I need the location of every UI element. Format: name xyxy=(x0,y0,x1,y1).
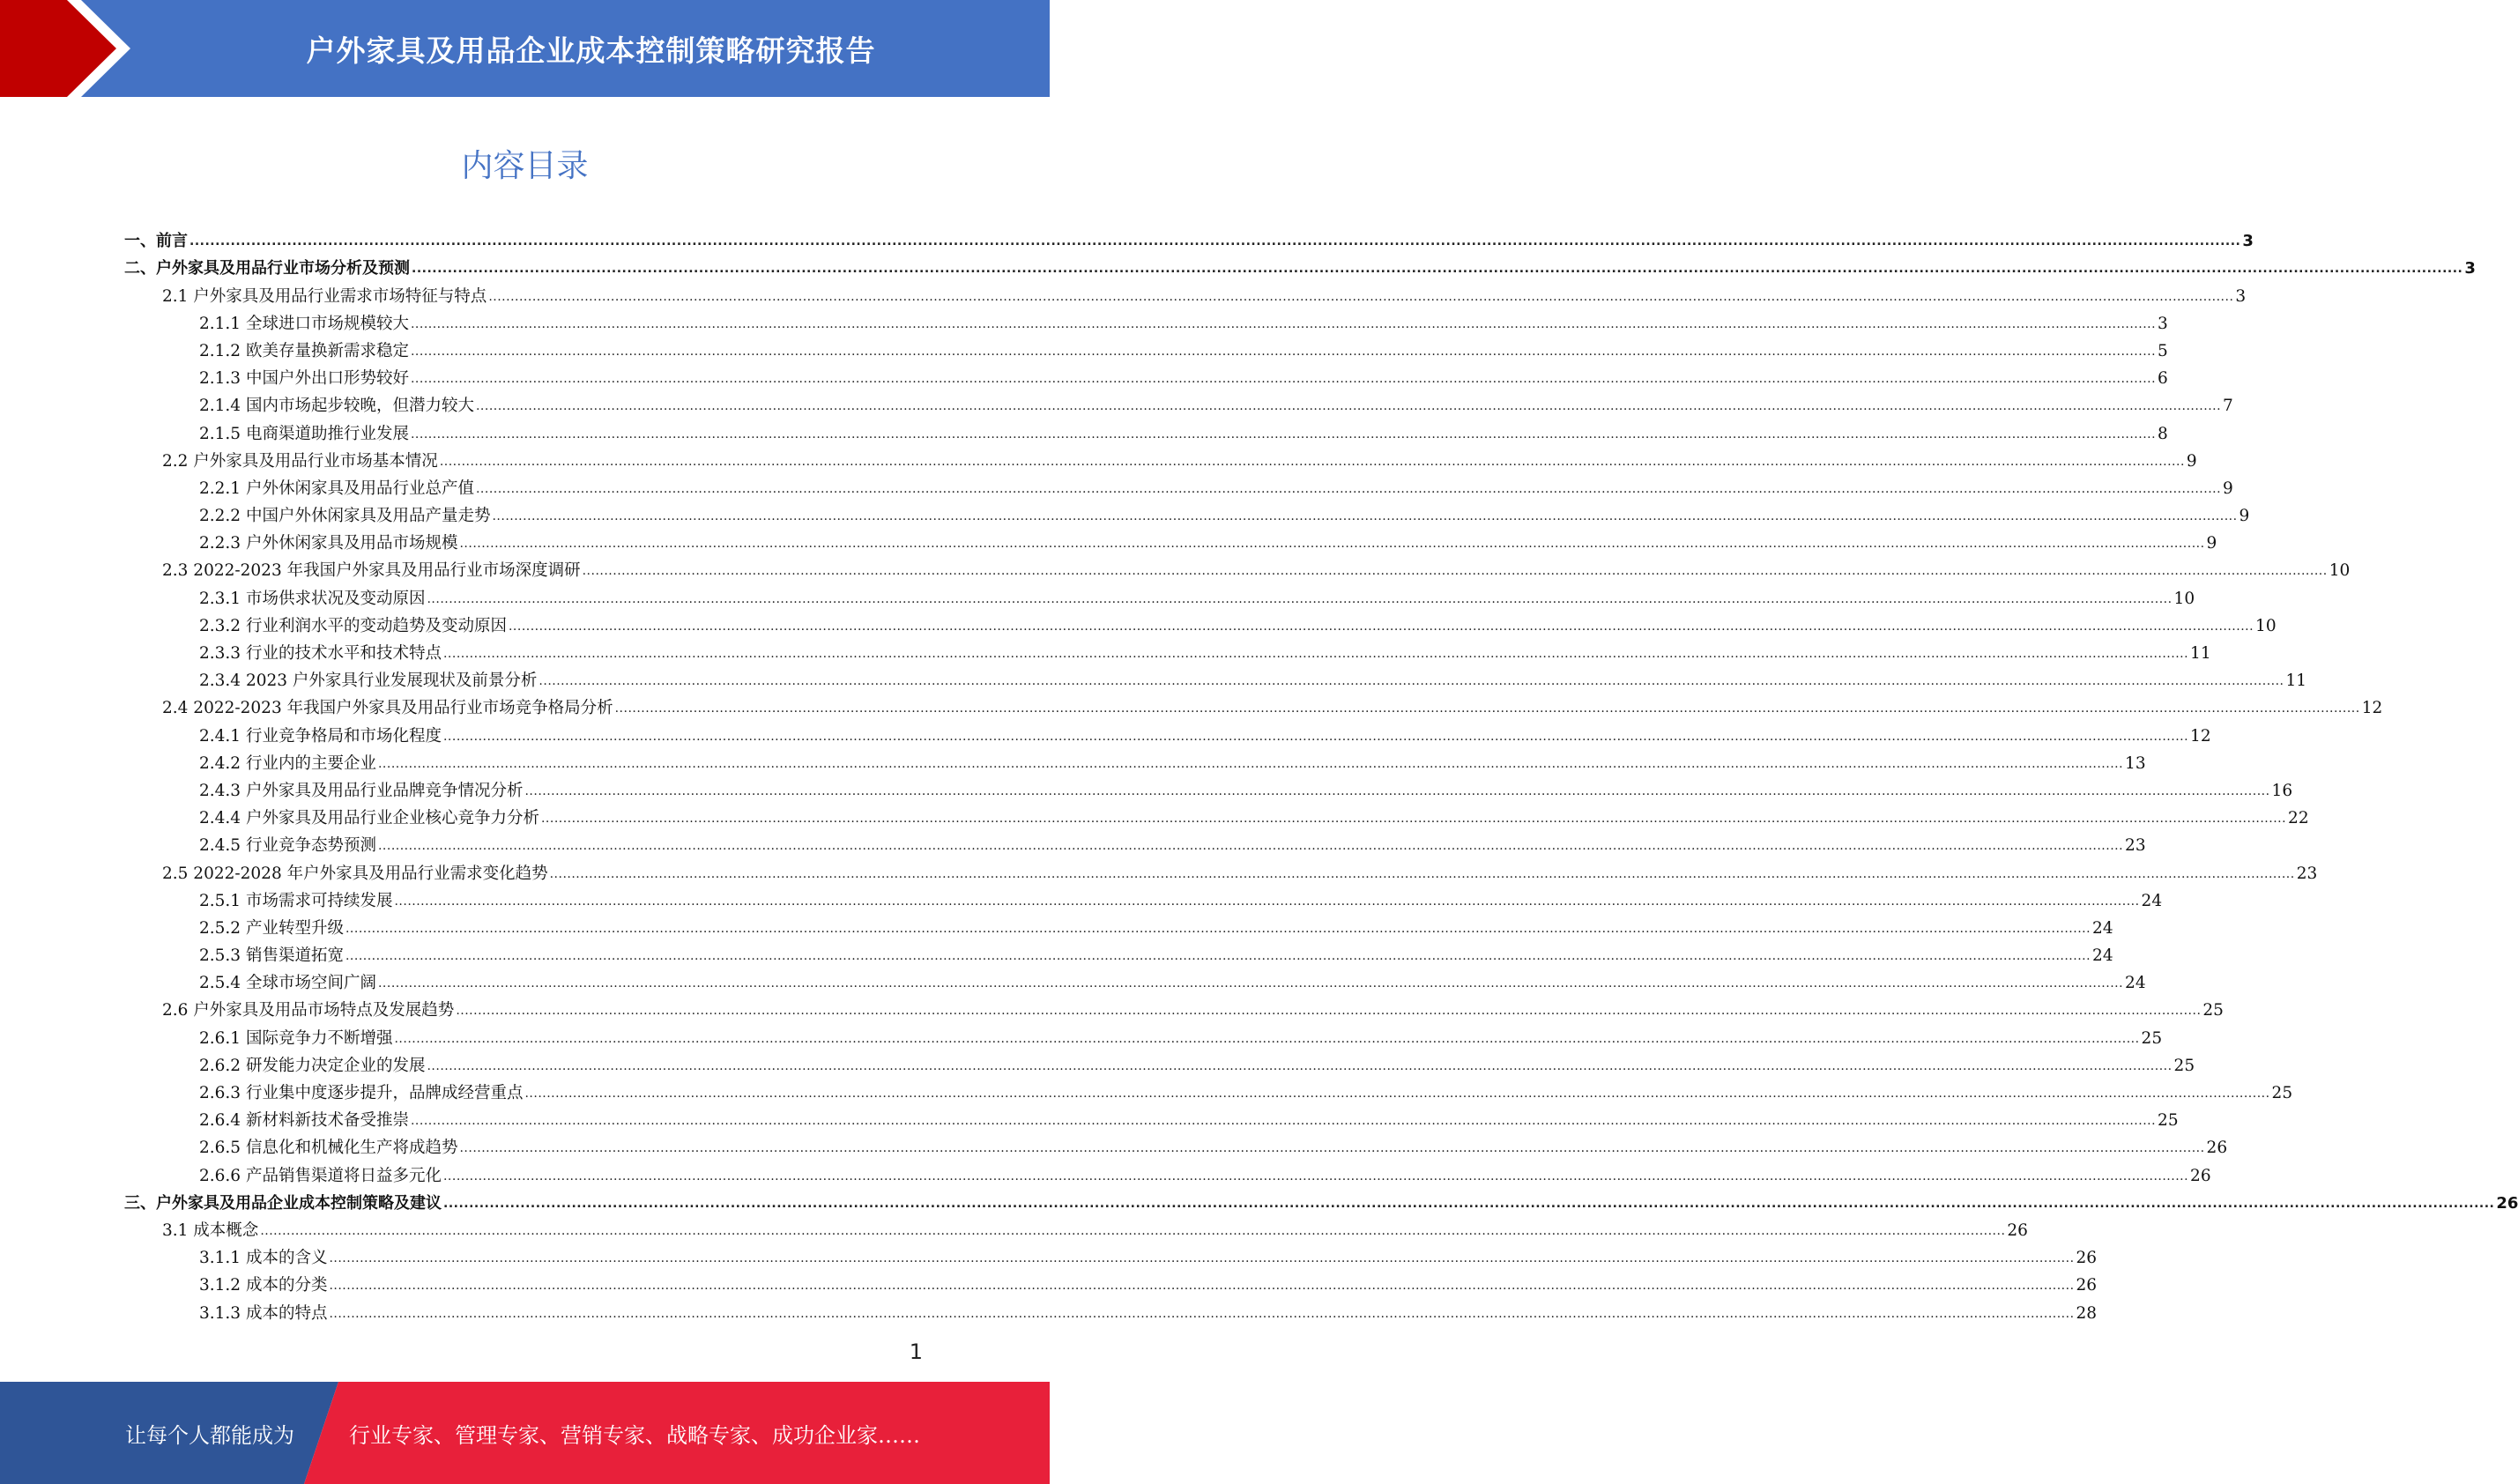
toc-entry-label: 2.1.1 全球进口市场规模较大 xyxy=(199,314,409,333)
toc-leader-dots: ................................................................................................................................................................................................................................................................................................................................................................................................................ xyxy=(582,564,2328,579)
toc-entry[interactable] xyxy=(124,1186,2518,1213)
toc-entry-page: 10 xyxy=(2329,561,2351,581)
toc-entry[interactable] xyxy=(124,1268,2098,1295)
toc-entry[interactable] xyxy=(124,224,2254,251)
toc-entry[interactable] xyxy=(124,1131,2228,1158)
toc-leader-dots: ................................................................................................................................................................................................................................................................................................................................................................................................................ xyxy=(377,756,2124,771)
toc-entry[interactable] xyxy=(124,1295,2098,1323)
toc-entry-page: 26 xyxy=(2190,1166,2211,1185)
toc-entry[interactable] xyxy=(124,664,2307,691)
toc-entry-page: 25 xyxy=(2173,1056,2195,1075)
toc-entry[interactable] xyxy=(124,581,2195,608)
toc-entry-page: 24 xyxy=(2092,918,2113,938)
toc-entry-label: 2.6.3 行业集中度逐步提升，品牌成经营重点 xyxy=(199,1084,524,1102)
toc-leader-dots: ................................................................................................................................................................................................................................................................................................................................................................................................................ xyxy=(394,1031,2140,1046)
toc-entry[interactable] xyxy=(124,251,2476,278)
toc-entry-page: 3 xyxy=(2158,314,2168,333)
toc-leader-dots: ................................................................................................................................................................................................................................................................................................................................................................................................................ xyxy=(377,976,2124,991)
toc-leader-dots: ................................................................................................................................................................................................................................................................................................................................................................................................................ xyxy=(475,481,2222,496)
toc-entry[interactable] xyxy=(124,1158,2211,1185)
toc-entry-label: 一、前言 xyxy=(124,232,188,251)
toc-entry-label: 2.2.1 户外休闲家具及用品行业总产值 xyxy=(199,479,474,498)
toc-entry-label: 2.6.6 产品销售渠道将日益多元化 xyxy=(199,1166,442,1185)
toc-leader-dots: ................................................................................................................................................................................................................................................................................................................................................................................................................ xyxy=(410,1114,2157,1129)
toc-leader-dots: ................................................................................................................................................................................................................................................................................................................................................................................................................ xyxy=(410,316,2157,331)
toc-leader-dots: ................................................................................................................................................................................................................................................................................................................................................................................................................ xyxy=(329,1306,2075,1321)
toc-entry[interactable] xyxy=(124,636,2211,664)
toc-entry-page: 16 xyxy=(2271,781,2293,800)
toc-entry-label: 2.3.3 行业的技术水平和技术特点 xyxy=(199,644,442,663)
toc-entry[interactable] xyxy=(124,746,2146,774)
toc-entry[interactable] xyxy=(124,939,2113,966)
toc-entry-label: 3.1.1 成本的含义 xyxy=(199,1249,328,1268)
toc-leader-dots: ................................................................................................................................................................................................................................................................................................................................................................................................................ xyxy=(410,372,2157,387)
toc-entry-label: 2.5 2022-2028 年户外家具及用品行业需求变化趋势 xyxy=(162,864,548,883)
toc-entry-label: 2.1.5 电商渠道助推行业发展 xyxy=(199,424,409,443)
toc-entry[interactable] xyxy=(124,278,2247,306)
toc-entry[interactable] xyxy=(124,499,2250,526)
toc-leader-dots: ................................................................................................................................................................................................................................................................................................................................................................................................................ xyxy=(345,921,2091,936)
toc-entry-label: 2.4.4 户外家具及用品行业企业核心竞争力分析 xyxy=(199,809,539,828)
toc-entry-label: 2.2.3 户外休闲家具及用品市场规模 xyxy=(199,534,458,553)
toc-entry[interactable] xyxy=(124,801,2309,828)
toc-leader-dots: ................................................................................................................................................................................................................................................................................................................................................................................................................ xyxy=(345,949,2091,964)
table-of-contents xyxy=(124,224,2518,1324)
toc-entry-page: 8 xyxy=(2158,424,2168,443)
toc-entry[interactable] xyxy=(124,718,2211,746)
footer-banner xyxy=(0,1382,1050,1484)
toc-leader-dots: ................................................................................................................................................................................................................................................................................................................................................................................................................ xyxy=(540,812,2287,827)
page-number: 1 xyxy=(909,1339,923,1364)
toc-entry[interactable] xyxy=(124,1076,2293,1103)
toc-entry-label: 2.3.2 行业利润水平的变动趋势及变动原因 xyxy=(199,616,507,635)
toc-leader-dots: ................................................................................................................................................................................................................................................................................................................................................................................................................ xyxy=(394,894,2140,909)
toc-entry-page: 23 xyxy=(2125,836,2146,856)
toc-entry-label: 2.1.4 国内市场起步较晚，但潜力较大 xyxy=(199,397,474,416)
toc-entry-label: 2.1 户外家具及用品行业需求市场特征与特点 xyxy=(162,286,487,306)
toc-entry-page: 6 xyxy=(2158,369,2168,389)
toc-entry-page: 12 xyxy=(2361,699,2383,718)
toc-entry-page: 24 xyxy=(2092,946,2113,966)
toc-leader-dots: ................................................................................................................................................................................................................................................................................................................................................................................................................ xyxy=(524,783,2270,798)
toc-entry[interactable] xyxy=(124,966,2146,993)
toc-entry-label: 2.3 2022-2023 年我国户外家具及用品行业市场深度调研 xyxy=(162,561,581,581)
toc-entry-page: 9 xyxy=(2186,451,2197,471)
toc-entry-label: 2.3.4 2023 户外家具行业发展现状及前景分析 xyxy=(199,672,538,691)
toc-entry-label: 2.4.5 行业竞争态势预测 xyxy=(199,836,376,856)
toc-entry-page: 24 xyxy=(2141,891,2163,910)
toc-leader-dots: ................................................................................................................................................................................................................................................................................................................................................................................................................ xyxy=(442,647,2189,661)
toc-entry-label: 2.4.2 行业内的主要企业 xyxy=(199,753,376,773)
toc-entry-page: 10 xyxy=(2255,616,2277,635)
toc-entry-page: 25 xyxy=(2271,1084,2293,1102)
toc-entry-label: 2.5.4 全球市场空间广阔 xyxy=(199,974,376,993)
toc-leader-dots: ................................................................................................................................................................................................................................................................................................................................................................................................................ xyxy=(377,839,2124,854)
toc-entry-page: 3 xyxy=(2235,286,2247,306)
toc-entry[interactable] xyxy=(124,911,2113,939)
toc-entry-page: 7 xyxy=(2223,397,2233,416)
toc-entry-label: 二、户外家具及用品行业市场分析及预测 xyxy=(124,259,410,278)
toc-leader-dots: ................................................................................................................................................................................................................................................................................................................................................................................................................ xyxy=(549,866,2295,881)
toc-entry[interactable] xyxy=(124,553,2351,581)
toc-leader-dots: ................................................................................................................................................................................................................................................................................................................................................................................................................ xyxy=(439,454,2185,469)
toc-entry-label: 3.1.3 成本的特点 xyxy=(199,1303,328,1323)
toc-entry[interactable] xyxy=(124,471,2233,499)
toc-entry[interactable] xyxy=(124,1241,2098,1268)
toc-entry-page: 9 xyxy=(2239,507,2250,526)
toc-leader-dots: ................................................................................................................................................................................................................................................................................................................................................................................................................ xyxy=(329,1279,2075,1294)
toc-entry-page: 3 xyxy=(2242,232,2254,251)
toc-leader-dots: ................................................................................................................................................................................................................................................................................................................................................................................................................ xyxy=(456,1004,2202,1019)
toc-entry-label: 2.6.4 新材料新技术备受推崇 xyxy=(199,1111,409,1131)
toc-leader-dots: ................................................................................................................................................................................................................................................................................................................................................................................................................ xyxy=(524,1087,2270,1101)
toc-entry[interactable] xyxy=(124,609,2277,636)
toc-entry[interactable] xyxy=(124,993,2224,1020)
toc-entry-page: 3 xyxy=(2464,259,2476,278)
toc-entry-label: 2.3.1 市场供求状况及变动原因 xyxy=(199,589,426,608)
toc-entry-page: 11 xyxy=(2190,644,2211,663)
toc-entry-label: 2.5.1 市场需求可持续发展 xyxy=(199,891,393,910)
report-title: 户外家具及用品企业成本控制策略研究报告 xyxy=(306,33,876,68)
toc-entry[interactable] xyxy=(124,1049,2195,1076)
toc-leader-dots: ................................................................................................................................................................................................................................................................................................................................................................................................................ xyxy=(475,399,2222,414)
toc-entry-label: 2.6 户外家具及用品市场特点及发展趋势 xyxy=(162,1001,455,1020)
toc-entry[interactable] xyxy=(124,416,2168,443)
toc-leader-dots: ................................................................................................................................................................................................................................................................................................................................................................................................................ xyxy=(488,289,2234,304)
toc-leader-dots: ................................................................................................................................................................................................................................................................................................................................................................................................................ xyxy=(442,729,2189,744)
toc-entry[interactable] xyxy=(124,1020,2163,1048)
toc-leader-dots: ................................................................................................................................................................................................................................................................................................................................................................................................................ xyxy=(508,619,2254,634)
toc-leader-dots: ................................................................................................................................................................................................................................................................................................................................................................................................................ xyxy=(492,509,2238,524)
toc-entry-label: 2.4 2022-2023 年我国户外家具及用品行业市场竞争格局分析 xyxy=(162,699,613,718)
toc-leader-dots: ................................................................................................................................................................................................................................................................................................................................................................................................................ xyxy=(614,701,2360,716)
toc-entry-label: 2.5.2 产业转型升级 xyxy=(199,918,344,938)
toc-entry[interactable] xyxy=(124,884,2163,911)
toc-entry-page: 9 xyxy=(2206,534,2217,553)
toc-entry-page: 26 xyxy=(2007,1221,2028,1240)
toc-entry-label: 3.1.2 成本的分类 xyxy=(199,1276,328,1295)
toc-entry[interactable] xyxy=(124,307,2168,334)
toc-entry-page: 13 xyxy=(2125,753,2146,773)
toc-entry-label: 3.1 成本概念 xyxy=(162,1221,259,1240)
toc-leader-dots: ................................................................................................................................................................................................................................................................................................................................................................................................................ xyxy=(427,591,2173,606)
toc-leader-dots: ................................................................................................................................................................................................................................................................................................................................................................................................................ xyxy=(442,1169,2189,1183)
header-arrow-decoration xyxy=(0,0,141,97)
toc-entry[interactable] xyxy=(124,774,2293,801)
toc-heading: 内容目录 xyxy=(461,148,589,184)
toc-entry-page: 12 xyxy=(2190,726,2211,746)
toc-entry[interactable] xyxy=(124,334,2168,361)
toc-entry-page: 9 xyxy=(2223,479,2233,498)
toc-entry[interactable] xyxy=(124,444,2197,471)
toc-entry-page: 22 xyxy=(2288,809,2309,828)
toc-entry-page: 10 xyxy=(2173,589,2195,608)
toc-entry[interactable] xyxy=(124,856,2318,883)
toc-entry-page: 26 xyxy=(2206,1139,2228,1158)
toc-entry-label: 2.5.3 销售渠道拓宽 xyxy=(199,946,344,966)
toc-leader-dots: ................................................................................................................................................................................................................................................................................................................................................................................................................ xyxy=(539,674,2284,689)
toc-entry-page: 24 xyxy=(2125,974,2146,993)
toc-entry-page: 25 xyxy=(2158,1111,2179,1131)
toc-entry-label: 2.1.2 欧美存量换新需求稳定 xyxy=(199,341,409,360)
toc-entry-label: 2.6.5 信息化和机械化生产将成趋势 xyxy=(199,1139,458,1158)
toc-leader-dots: ................................................................................................................................................................................................................................................................................................................................................................................................................ xyxy=(410,427,2157,441)
toc-entry[interactable] xyxy=(124,1103,2179,1131)
toc-entry-label: 2.6.1 国际竞争力不断增强 xyxy=(199,1028,393,1048)
toc-entry-page: 26 xyxy=(2076,1276,2098,1295)
toc-entry[interactable] xyxy=(124,526,2217,553)
toc-entry-label: 2.6.2 研发能力决定企业的发展 xyxy=(199,1056,426,1075)
toc-entry-page: 5 xyxy=(2158,341,2168,360)
toc-entry-page: 11 xyxy=(2285,672,2307,691)
toc-leader-dots: ................................................................................................................................................................................................................................................................................................................................................................................................................ xyxy=(459,1141,2205,1156)
toc-entry[interactable] xyxy=(124,691,2383,718)
toc-entry-page: 28 xyxy=(2076,1303,2098,1323)
toc-leader-dots: ................................................................................................................................................................................................................................................................................................................................................................................................................ xyxy=(189,234,2241,249)
toc-leader-dots: ................................................................................................................................................................................................................................................................................................................................................................................................................ xyxy=(412,262,2463,277)
toc-leader-dots: ................................................................................................................................................................................................................................................................................................................................................................................................................ xyxy=(260,1223,2006,1238)
toc-entry-page: 25 xyxy=(2141,1028,2163,1048)
toc-entry-label: 2.4.1 行业竞争格局和市场化程度 xyxy=(199,726,442,746)
toc-entry-page: 25 xyxy=(2202,1001,2224,1020)
toc-entry[interactable] xyxy=(124,361,2168,389)
toc-entry-label: 2.1.3 中国户外出口形势较好 xyxy=(199,369,409,389)
toc-entry[interactable] xyxy=(124,1213,2028,1241)
footer-slogan-left: 让每个人都能成为 xyxy=(125,1422,294,1448)
toc-entry[interactable] xyxy=(124,389,2233,416)
toc-leader-dots: ................................................................................................................................................................................................................................................................................................................................................................................................................ xyxy=(427,1058,2173,1073)
toc-leader-dots: ................................................................................................................................................................................................................................................................................................................................................................................................................ xyxy=(329,1251,2075,1266)
toc-entry-label: 2.2 户外家具及用品行业市场基本情况 xyxy=(162,451,438,471)
toc-leader-dots: ................................................................................................................................................................................................................................................................................................................................................................................................................ xyxy=(459,537,2205,552)
footer-slogan-right: 行业专家、管理专家、营销专家、战略专家、成功企业家…… xyxy=(349,1422,920,1448)
toc-entry-page: 26 xyxy=(2496,1193,2518,1213)
toc-entry-label: 2.4.3 户外家具及用品行业品牌竞争情况分析 xyxy=(199,781,524,800)
toc-entry-label: 三、户外家具及用品企业成本控制策略及建议 xyxy=(124,1193,442,1213)
toc-entry-page: 23 xyxy=(2296,864,2318,883)
toc-leader-dots: ................................................................................................................................................................................................................................................................................................................................................................................................................ xyxy=(443,1196,2495,1211)
header-banner xyxy=(0,0,1050,97)
toc-leader-dots: ................................................................................................................................................................................................................................................................................................................................................................................................................ xyxy=(410,344,2157,359)
toc-entry-page: 26 xyxy=(2076,1249,2098,1268)
toc-entry[interactable] xyxy=(124,828,2146,856)
toc-entry-label: 2.2.2 中国户外休闲家具及用品产量走势 xyxy=(199,507,491,526)
